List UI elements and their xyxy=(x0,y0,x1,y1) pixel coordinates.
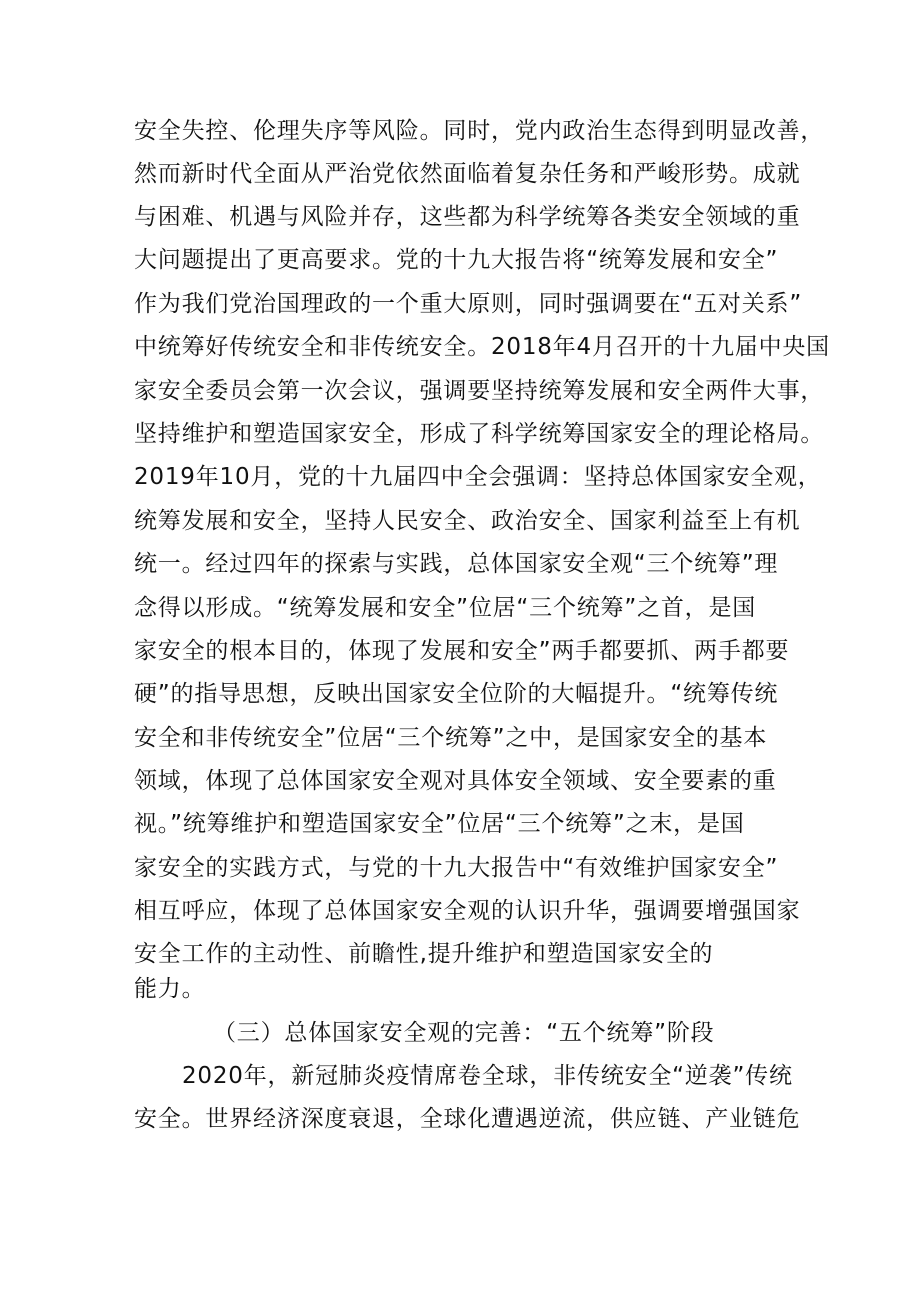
text-line: 统筹发展和安全，坚持人民安全、政治安全、国家利益至上有机 xyxy=(134,508,801,534)
text-line: 2020年，新冠肺炎疫情席卷全球，非传统安全“逆袭”传统 xyxy=(182,1063,793,1089)
text-line: 领域，体现了总体国家安全观对具体安全领域、安全要素的重 xyxy=(134,768,777,794)
section-heading: （三）总体国家安全观的完善：“五个统筹”阶段 xyxy=(213,1020,715,1046)
text-line: 相互呼应，体现了总体国家安全观的认识升华，强调要增强国家 xyxy=(134,898,801,924)
text-line: 然而新时代全面从严治党依然面临着复杂任务和严峻形势。成就 xyxy=(134,161,801,187)
text-line: 念得以形成。“统筹发展和安全”位居“三个统筹”之首，是国 xyxy=(134,595,757,621)
text-line: 坚持维护和塑造国家安全，形成了科学统筹国家安全的理论格局。 xyxy=(134,421,825,447)
text-line: 安全失控、伦理失序等风险。同时，党内政治生态得到明显改善， xyxy=(134,118,825,144)
text-line: 硬”的指导思想，反映出国家安全位阶的大幅提升。“统筹传统 xyxy=(134,681,779,707)
text-line: 家安全委员会第一次会议，强调要坚持统筹发展和安全两件大事， xyxy=(134,378,825,404)
text-line: 能力。 xyxy=(134,976,206,1002)
text-line: 安全和非传统安全”位居“三个统筹”之中，是国家安全的基本 xyxy=(134,725,768,751)
text-line: 家安全的根本目的，体现了发展和安全”两手都要抓、两手都要 xyxy=(134,638,790,664)
text-line: 家安全的实践方式，与党的十九大报告中“有效维护国家安全” xyxy=(134,855,779,881)
text-line: 安全。世界经济深度衰退，全球化遭遇逆流，供应链、产业链危 xyxy=(134,1106,801,1132)
text-line: 与困难、机遇与风险并存，这些都为科学统筹各类安全领域的重 xyxy=(134,204,801,230)
text-line: 2019年10月，党的十九届四中全会强调：坚持总体国家安全观， xyxy=(134,464,822,490)
text-line: 中统筹好传统安全和非传统安全。2018年4月召开的十九届中央国 xyxy=(134,334,830,360)
text-line: 统一。经过四年的探索与实践，总体国家安全观“三个统筹”理 xyxy=(134,551,779,577)
text-line: 视。”统筹维护和塑造国家安全”位居“三个统筹”之末，是国 xyxy=(134,811,745,837)
text-line: 作为我们党治国理政的一个重大原则，同时强调要在“五对关系” xyxy=(134,291,803,317)
text-line: 安全工作的主动性、前瞻性,提升维护和塑造国家安全的 xyxy=(134,941,714,967)
text-line: 大问题提出了更高要求。党的十九大报告将“统筹发展和安全” xyxy=(134,247,779,273)
